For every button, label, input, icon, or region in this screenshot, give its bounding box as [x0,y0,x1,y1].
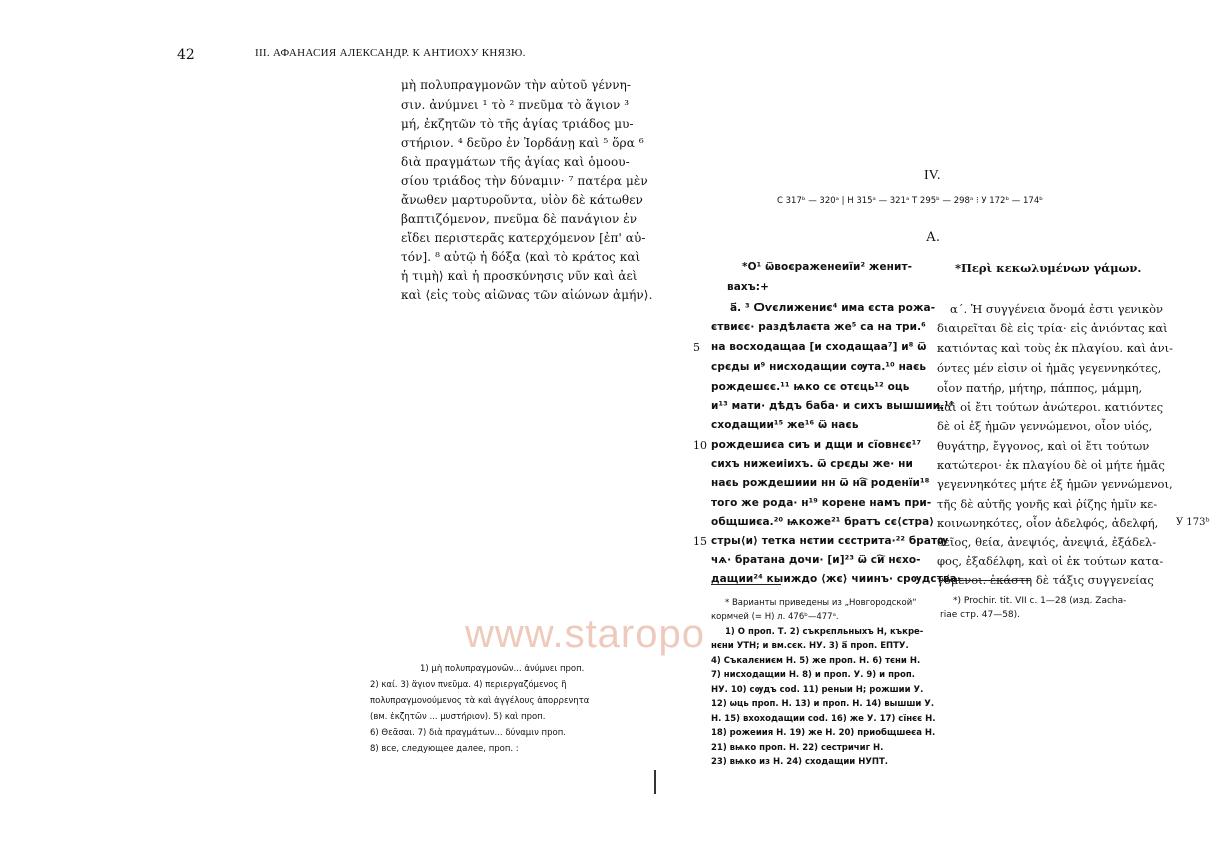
footnote-line: 23) вѩко из Н. 24) сходащии НУПТ. [711,757,889,767]
line-number: 15 [693,535,707,548]
watermark: www.staropo [465,612,705,656]
text-line: στήριον. ⁴ δεῦρο ἐν Ἰορδάνῃ καὶ ⁵ ὅρα ⁶ [401,136,644,150]
greek-heading: *Περὶ κεκωλυμένων γάμων. [955,261,1142,275]
footnote-rule [940,580,1030,581]
text-line: κοινωνηκότες, οἷον ἀδελφός, ἀδελφή, [937,516,1159,530]
text-line: κατώτεροι· ἐκ πλαγίου δὲ οἱ μήτε ἡμᾶς [937,458,1165,472]
line-number: 5 [693,341,700,354]
section-number: IV. [924,168,941,183]
footnote-line: 21) вѩко проп. Н. 22) сестричиг Н. [711,743,884,753]
text-line: дащии²⁴ кыиждо ⟨жє⟩ чиинъ· срѹдства· [711,573,961,585]
footnote-line: πολυπραγμονούμενος τὰ καὶ ἀγγέλους ἀπορρενητα [370,696,590,706]
text-line: φος, ἐξαδέλφη, καὶ οἱ ἐκ τούτων κατα- [937,554,1164,568]
footnote-line: 1) О проп. Т. 2) съкрєпльныхъ Н, къкре- [725,627,924,637]
text-line: δὲ οἱ ἐξ ἡμῶν γεννώμενοι, οἷον υἱός, [937,419,1153,433]
text-line: διὰ πραγμάτων τῆς ἁγίας καὶ ὁμοου- [401,155,630,169]
footnote-line: 4) Съкалєниєм Н. 5) же проп. Н. 6) тєни Н. [711,656,921,666]
text-line: α´. Ἡ συγγένεια ὄνομά ἐστι γενικὸν [950,302,1164,316]
text-line: καὶ οἱ ἔτι τούτων ἀνώτεροι. κατιόντες [937,400,1164,414]
text-line: рождешиєа сиъ и дщи и сїовнєє¹⁷ [711,439,922,451]
text-line: τῆς δὲ αὐτῆς γονῆς καὶ ῥίζης ἡμῖν κε- [937,497,1158,511]
text-line: όντες μέν εἰσιν οἱ ἡμᾶς γεγεννηκότες, [937,361,1162,375]
slavonic-heading: *О¹ ѿвоєраженеиїи² женит- [742,261,913,273]
manuscript-sources: С 317ᵇ — 320ᵃ | Н 315ᵃ — 321ᵃ Т 295ᵇ — 298ᵃ ⁝ У 172ᵇ — 174ᵇ [777,196,1043,206]
text-line: γεγεννηκότες μήτε ἐξ ἡμῶν γεννώμενοι, [937,477,1173,491]
text-line: καὶ ⟨εἰς τοὺς αἰῶνας τῶν αἰώνων ἀμήν⟩. [401,288,653,302]
footnote-line: 18) рожеиия Н. 19) же Н. 20) приобщшеєа Н. [711,728,936,738]
footnote-line: * Варианты приведены из „Новгородской“ [725,598,917,608]
footnote-line: 7) нисходащии Н. 8) и проп. У. 9) и проп. [711,670,915,680]
text-line: наєь рождешиии нн ѿ на҇ роденїи¹⁸ [711,477,930,489]
margin-reference: У 173ᵇ [1176,517,1210,528]
text-line: μὴ πολυπραγμονῶν τὴν αὐτοῦ γέννη- [401,78,632,92]
text-line: сходащии¹⁵ же¹⁶ ѿ наєь [711,419,859,431]
text-line: τόν]. ⁸ αὐτῷ ἡ δόξα ⟨καὶ τὸ κράτος καὶ [401,250,641,264]
text-line: чѧ· братана дочи· [и]²³ ѿ си҇ нєхо- [711,554,921,566]
text-line: βαπτιζόμενον, πνεῦμα δὲ πανάγιον ἐν [401,212,638,226]
text-line: єтвиєє· раздѣлаєта же⁵ са на три.⁶ [711,321,926,333]
text-line: а҃. ³ Ѻѵєлижениє⁴ има єста рожа- [730,302,936,314]
text-line: γόμενοι. ἑκάστη δὲ τάξις συγγενείας [937,573,1154,587]
text-line: οἷον πατήρ, μήτηρ, πάππος, μάμμη, [937,381,1143,395]
text-line: κατιόντας καὶ τοὺς ἐκ πλαγίου. καὶ ἀνι- [937,341,1173,355]
text-line: σίου τριάδος τὴν δύναμιν· ⁷ πατέρα μὲν [401,174,648,188]
footnote-line: 8) все, следующее далее, проп. : [370,744,519,754]
text-line: θεῖος, θεία, ἀνεψιός, ἀνεψιά, ἐξάδελ- [937,535,1157,549]
footnote-line: *) Prochir. tit. VII c. 1—28 (изд. Zacha- [953,596,1127,606]
text-line: рождешєє.¹¹ ѩко сє отєць¹² оць [711,381,910,393]
footnote-line: riae стр. 47—58). [940,610,1021,620]
footnote-line: (вм. ἐκζητῶν ... μυστήριον). 5) καὶ проп. [370,712,546,722]
text-line: θυγάτηρ, ἔγγονος, καὶ οἱ ἔτι τούτων [937,439,1150,453]
text-line: ἄνωθεν μαρτυροῦντα, υἱὸν δὲ κάτωθεν [401,193,643,207]
binding-mark [654,770,656,794]
footnote-line: нєни УТН; и вм.сєк. НУ. 3) а҃ проп. ЕПТУ. [711,641,909,651]
footnote-line: 6) Θεᾶσαι. 7) διὰ πραγμάτων... δύναμιν проп. [370,728,566,738]
line-number: 10 [693,439,707,452]
text-line: срєды и⁹ нисходащии сѹта.¹⁰ наєь [711,361,927,373]
text-line: стры⟨и⟩ тетка нєтии сєстрита·²² братѹ [711,535,949,547]
text-line: общшиєа.²⁰ ѩкоже²¹ братъ сє⟨стра⟩ [711,516,935,528]
footnote-line: 12) ѡць проп. Н. 13) и проп. Н. 14) вышши У. [711,699,935,709]
text-line: σιν. ἀνύμνει ¹ τὸ ² πνεῦμα τὸ ἅγιον ³ [401,98,630,112]
text-line: сихъ нижеиіихъ. ѿ срєды же· ни [711,458,913,470]
footnote-line: 1) μὴ πολυπραγμονῶν... ἀνύμνει проп. [420,664,585,674]
subsection-letter: А. [926,230,940,245]
footnote-rule [711,584,781,585]
text-line: μή, ἐκζητῶν τὸ τῆς ἁγίας τριάδος μυ- [401,117,634,131]
slavonic-heading: вахъ:+ [727,281,769,293]
footnote-line: кормчей (= Н) л. 476ᵇ—477ᵃ. [711,612,839,622]
page-number: 42 [177,47,195,63]
footnote-line: 2) καί. 3) ἅγιον πνεῦμα. 4) περιεργαζόμενος ἢ [370,680,567,690]
footnote-line: Н. 15) вхоходащии cod. 16) же У. 17) сїнєє Н. [711,714,936,724]
text-line: εἴδει περιστερᾶς κατερχόμενον [ἐπ' αὐ- [401,231,646,245]
text-line: на восходащаа [и сходащаа⁷] и⁸ ѿ [711,341,927,353]
text-line: διαιρεῖται δὲ εἰς τρία· εἰς ἀνιόντας καὶ [937,321,1168,335]
running-head: III. АФАНАСИЯ АЛЕКСАНДР. К АНТИОХУ КНЯЗЮ. [255,47,526,59]
text-line: того же рода· н¹⁹ корене намъ при- [711,497,932,509]
footnote-line: НУ. 10) сѹдъ cod. 11) реныи Н; рожшии У. [711,685,924,695]
text-line: и¹³ мати· дѣдъ баба· и сихъ вышшии.¹⁴ [711,400,954,412]
text-line: ἡ τιμὴ⟩ καὶ ἡ προσκύνησις νῦν καὶ ἀεὶ [401,269,638,283]
